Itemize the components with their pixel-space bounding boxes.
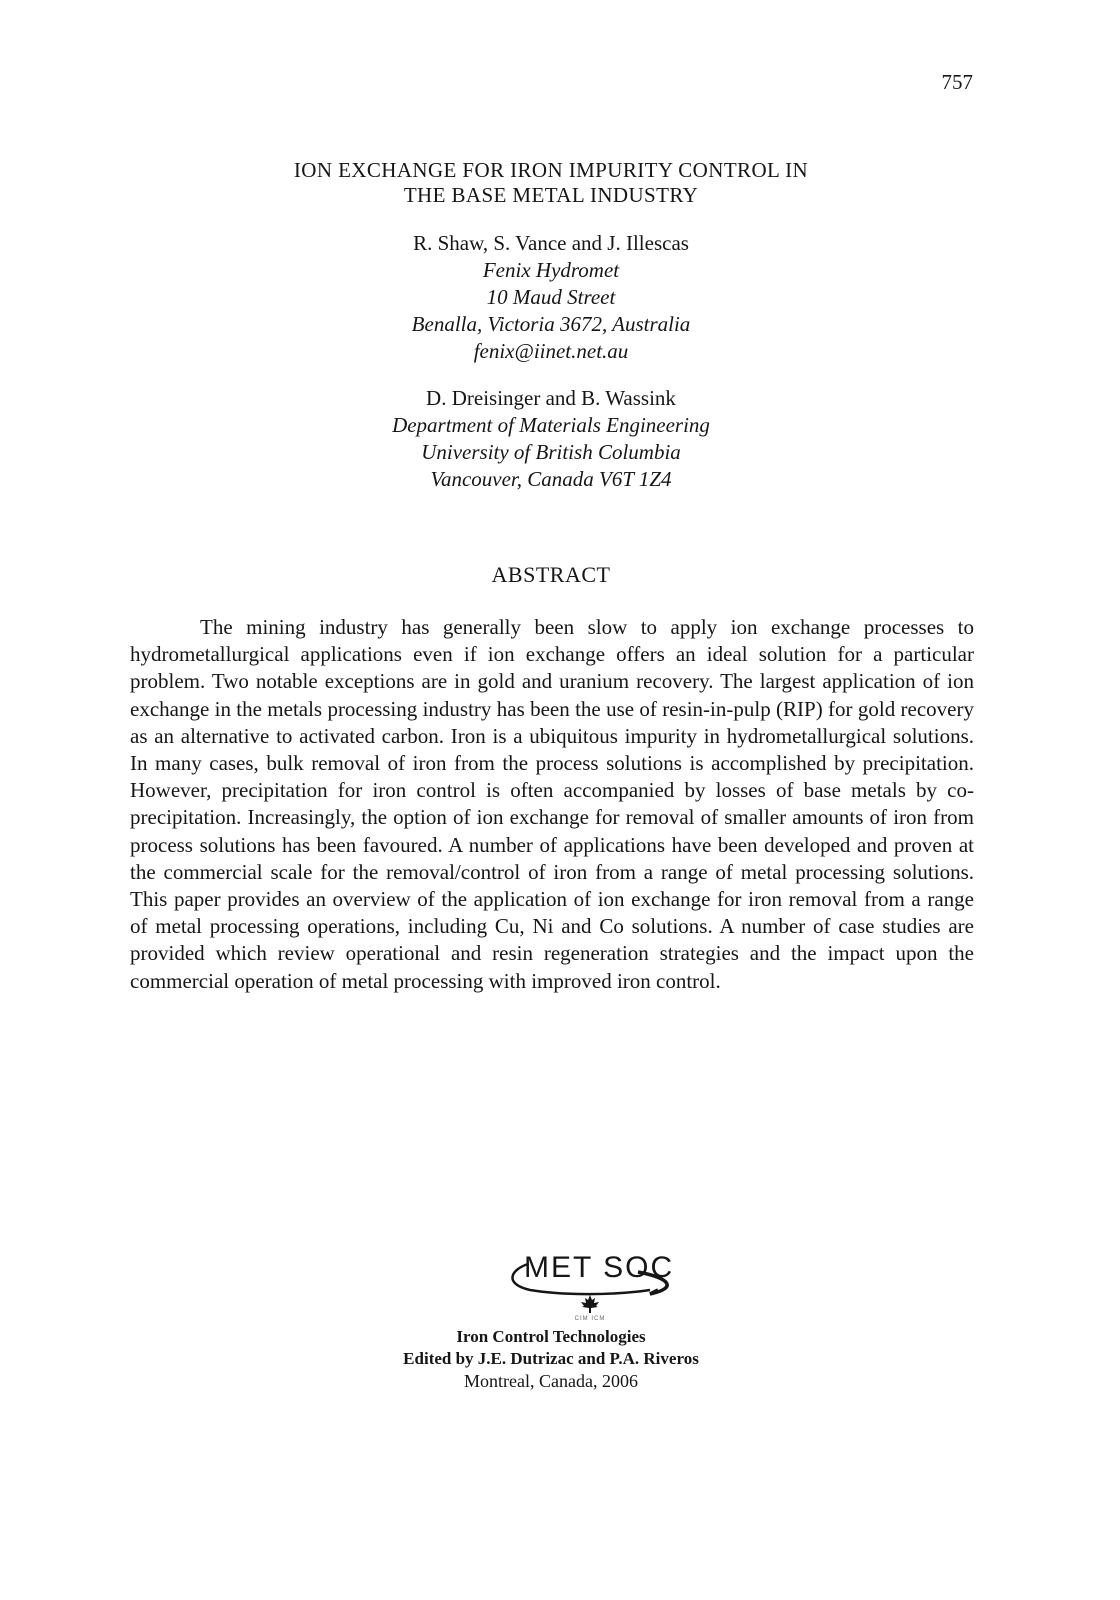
author-email: fenix@iinet.net.au bbox=[473, 339, 629, 363]
met-soc-logo bbox=[500, 1250, 680, 1326]
book-title: Iron Control Technologies bbox=[456, 1327, 646, 1346]
paper-title-line-1: ION EXCHANGE FOR IRON IMPURITY CONTROL IN bbox=[293, 158, 809, 182]
paper-title-line-2: THE BASE METAL INDUSTRY bbox=[403, 183, 699, 207]
affiliation-line: Fenix Hydromet bbox=[482, 258, 620, 282]
book-info bbox=[0, 1326, 1102, 1392]
affiliation-line: Department of Materials Engineering bbox=[392, 413, 710, 437]
abstract-body: The mining industry has generally been slow to apply ion exchange processes to hydrometallurgical applications even if ion exchange offers an ideal solution for a particular problem. Two notable exceptions are in gold and uranium recovery. The largest application of ion exchange in the metals processing industry has been the use of resin-in-pulp (RIP) for gold recovery as an alternative to activated carbon. Iron is a ubiquitous impurity in hydrometallurgical solutions. In many cases, bulk removal of iron from the process solutions is accomplished by precipitation. However, precipitation for iron control is often accompanied by losses of base metals by co-precipitation. Increasingly, the option of ion exchange for removal of smaller amounts of iron from process solutions has been favoured. A number of applications have been developed and proven at the commercial scale for the removal/control of iron from a range of metal processing solutions. This paper provides an overview of the application of ion exchange for iron removal from a range of metal processing operations, including Cu, Ni and Co solutions. A number of case studies are provided which review operational and resin regeneration strategies and the impact upon the commercial operation of metal processing with improved iron control. bbox=[130, 615, 974, 993]
paper-header bbox=[0, 158, 1102, 493]
book-place: Montreal, Canada, 2006 bbox=[464, 1371, 638, 1391]
affiliation-line: University of British Columbia bbox=[421, 440, 681, 464]
affiliation-line: Vancouver, Canada V6T 1Z4 bbox=[430, 467, 672, 491]
logo-text: MET SOC bbox=[524, 1251, 675, 1284]
author-names: R. Shaw, S. Vance and J. Illescas bbox=[413, 231, 689, 255]
logo-subtext: CIM ICM bbox=[574, 1316, 606, 1322]
author-group-2 bbox=[0, 385, 1102, 493]
book-editors: Edited by J.E. Dutrizac and P.A. Riveros bbox=[403, 1349, 699, 1368]
page-number: 757 bbox=[941, 70, 973, 94]
affiliation-line: 10 Maud Street bbox=[486, 285, 616, 309]
paper-title bbox=[0, 158, 1102, 208]
affiliation-line: Benalla, Victoria 3672, Australia bbox=[411, 312, 691, 336]
abstract-heading: ABSTRACT bbox=[491, 562, 611, 587]
maple-leaf-icon bbox=[580, 1294, 600, 1314]
author-group-1 bbox=[0, 230, 1102, 365]
author-names: D. Dreisinger and B. Wassink bbox=[426, 386, 676, 410]
